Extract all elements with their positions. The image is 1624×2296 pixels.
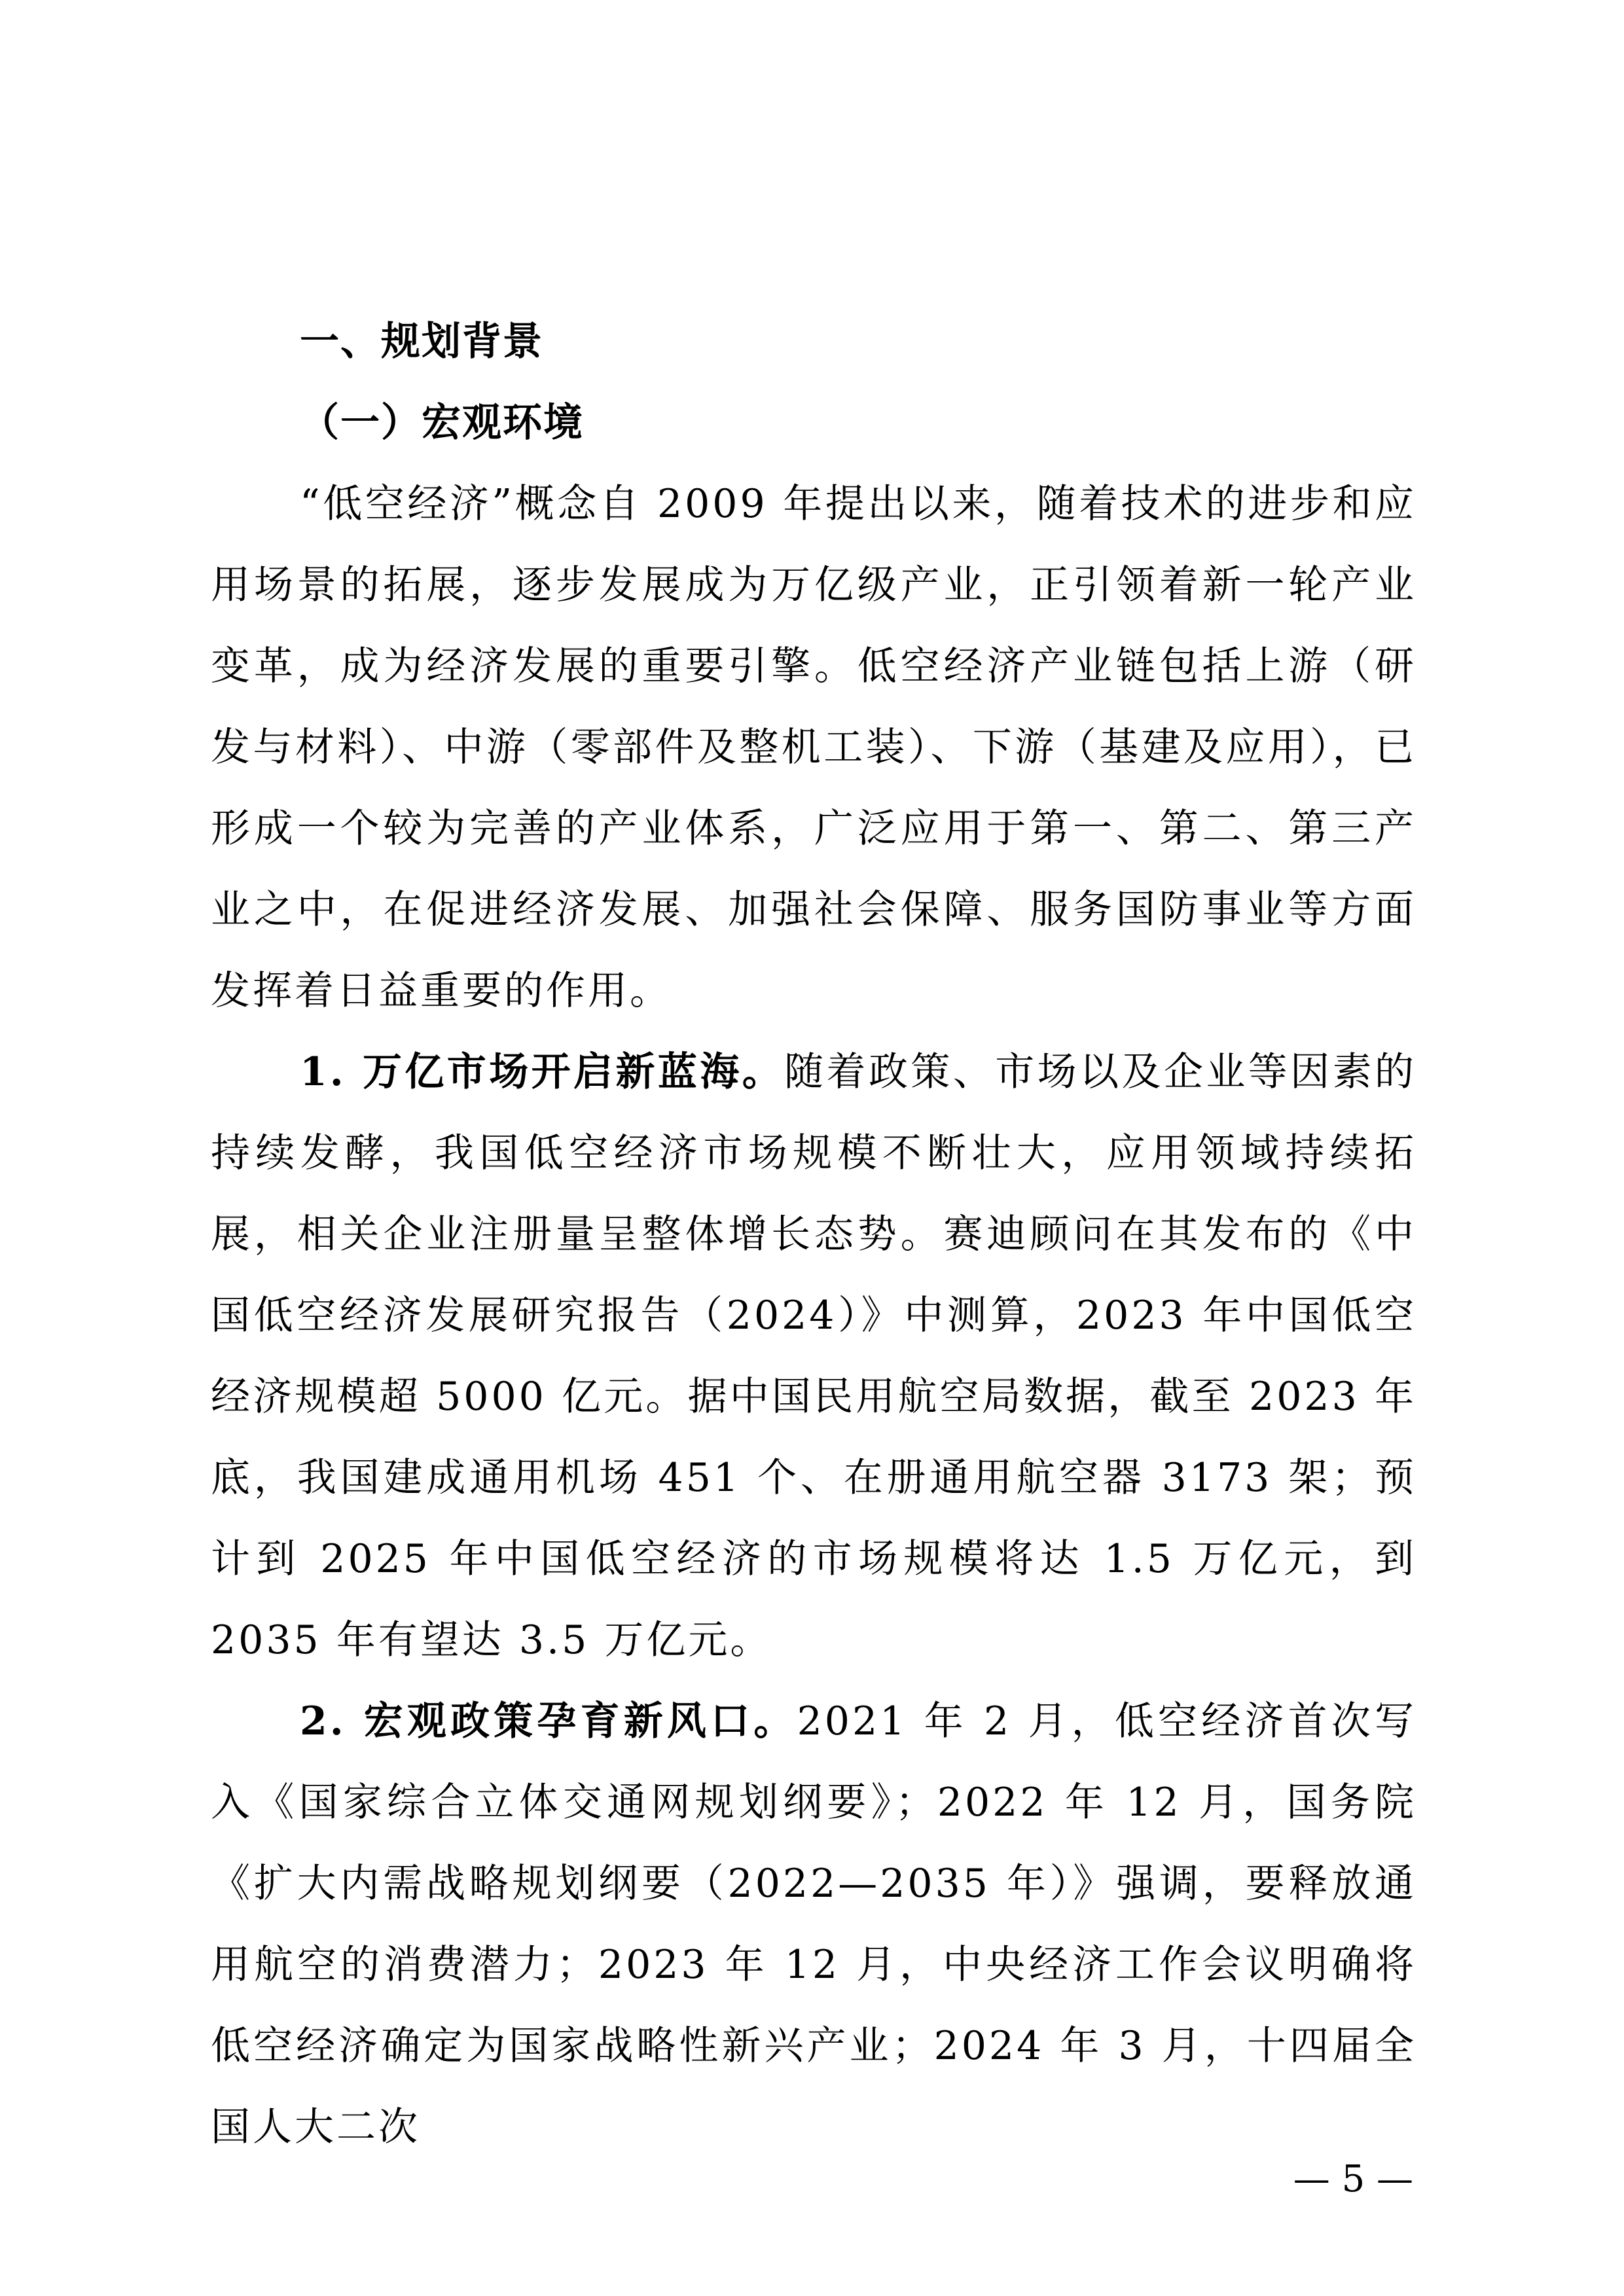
paragraph-policy bbox=[211, 1681, 1416, 2168]
paragraph-policy-lead: 2. 宏观政策孕育新风口。 bbox=[300, 1698, 797, 1744]
page-number: — 5 — bbox=[1293, 2158, 1413, 2200]
paragraph-policy-body: 2021 年 2 月，低空经济首次写入《国家综合立体交通网规划纲要》；2022 年 12 月，国务院《扩大内需战略规划纲要（2022—2035 年）》强调，要释放通用航空的消费潜力；2023 年 12 月，中央经济工作会议明确将低空经济确定为国家战略性新兴产业；2024 年 3 月，十四届全国人大二次 bbox=[211, 1698, 1416, 2150]
paragraph-market-lead: 1. 万亿市场开启新蓝海。 bbox=[300, 1049, 785, 1095]
document-body bbox=[211, 301, 1416, 2168]
section-heading: 一、规划背景 bbox=[300, 319, 543, 365]
paragraph-market-body: 随着政策、市场以及企业等因素的持续发酵，我国低空经济市场规模不断壮大，应用领域持续拓展，相关企业注册量呈整体增长态势。赛迪顾问在其发布的《中国低空经济发展研究报告（2024）》中测算，2023 年中国低空经济规模超 5000 亿元。据中国民用航空局数据，截至 2023 年底，我国建成通用机场 451 个、在册通用航空器 3173 架；预计到 2025 年中国低空经济的市场规模将达 1.5 万亿元，到 2035 年有望达 3.5 万亿元。 bbox=[211, 1049, 1417, 1663]
paragraph-market bbox=[211, 1031, 1416, 1681]
intro-paragraph: “低空经济”概念自 2009 年提出以来，随着技术的进步和应用场景的拓展，逐步发展成为万亿级产业，正引领着新一轮产业变革，成为经济发展的重要引擎。低空经济产业链包括上游（研发与材料）、中游（零部件及整机工装）、下游（基建及应用），已形成一个较为完善的产业体系，广泛应用于第一、第二、第三产业之中，在促进经济发展、加强社会保障、服务国防事业等方面发挥着日益重要的作用。 bbox=[211, 481, 1416, 1014]
subsection-heading: （一）宏观环境 bbox=[300, 400, 584, 446]
